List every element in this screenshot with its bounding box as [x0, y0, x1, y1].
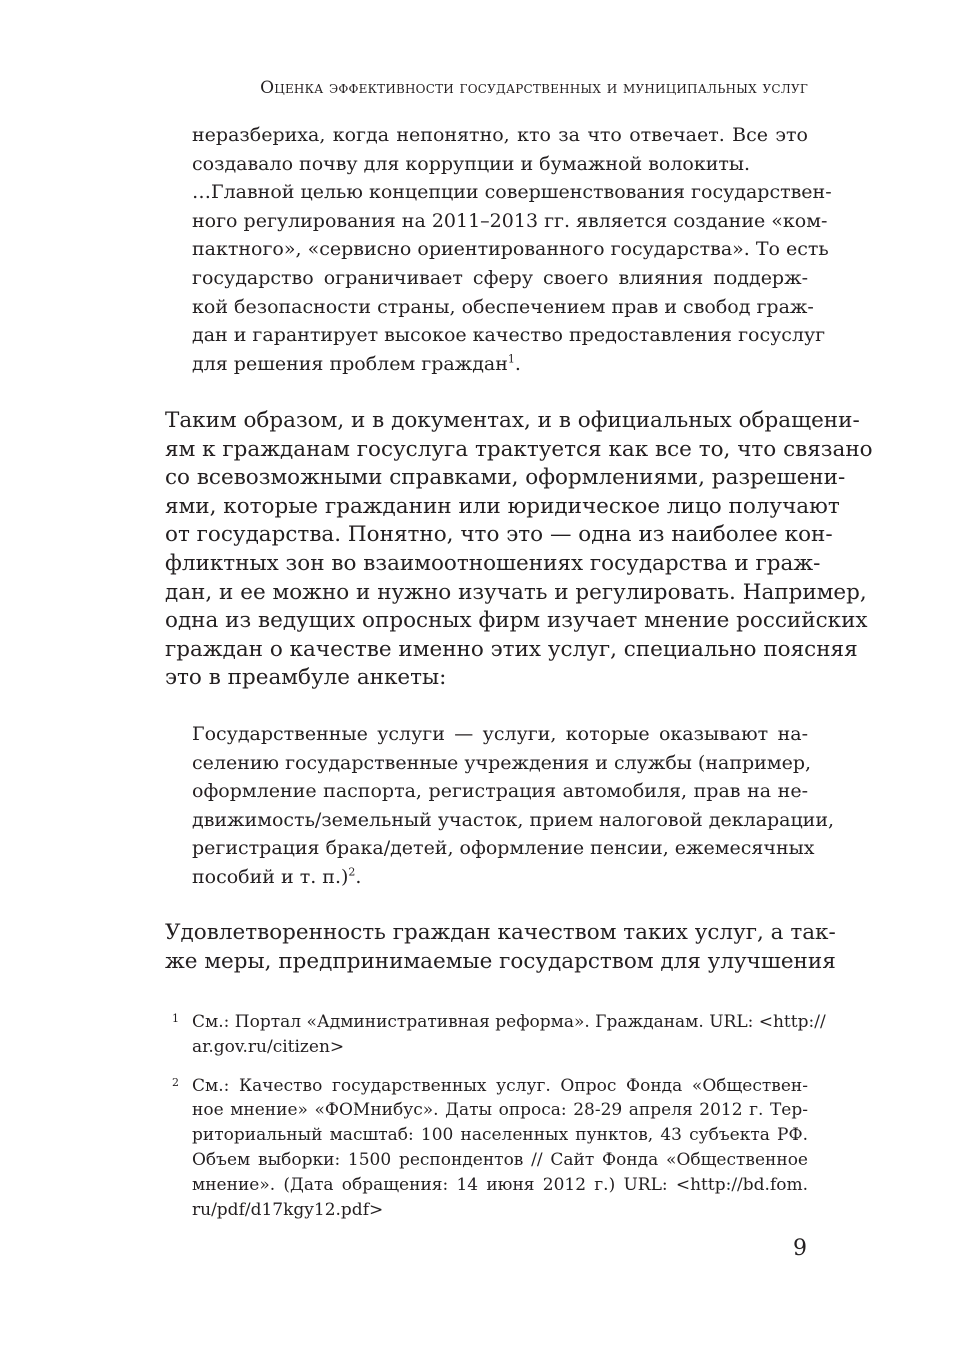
footnote-line: См.: Качество государственных услуг. Опрос Фонда «Обществен- — [192, 1075, 808, 1096]
block-quote-2 — [192, 720, 835, 892]
quote-line-text: для решения проблем граждан — [192, 352, 508, 375]
paragraph-line: одна из ведущих опросных фирм изучает мнение российских — [165, 608, 868, 634]
quote-line: движимость/земельный участок, прием налоговой декларации, — [192, 808, 835, 831]
footnote-line: ru/pdf/d17kgy12.pdf> — [192, 1199, 384, 1220]
paragraph-line: Таким образом, и в документах, и в официальных обращени- — [165, 408, 860, 433]
quote-line-last — [192, 350, 808, 379]
footnote-line: Объем выборки: 1500 респондентов // Сайт Фонда «Общественное — [192, 1149, 808, 1170]
paragraph-line: дан, и ее можно и нужно изучать и регулировать. Например, — [165, 579, 867, 605]
footnote-line: См.: Портал «Административная реформа». Гражданам. URL: <http:// — [192, 1012, 826, 1032]
footnote-number: 2 — [172, 1075, 179, 1089]
footnote-1 — [172, 1010, 826, 1060]
paragraph-2 — [165, 919, 836, 976]
paragraph-line: ям к гражданам госуслуга трактуется как все то, что связано — [165, 436, 873, 462]
footnote-line: мнение». (Дата обращения: 14 июня 2012 г.) URL: <http://bd.fom. — [192, 1174, 808, 1195]
quote-line: создавало почву для коррупции и бумажной волокиты. — [192, 152, 751, 175]
footnote-ref-1[interactable]: 1 — [507, 352, 515, 366]
quote-line: селению государственные учреждения и службы (например, — [192, 751, 812, 774]
footnotes — [172, 1010, 826, 1236]
block-quote-1 — [192, 121, 832, 378]
quote-line: регистрация брака/детей, оформление пенсии, ежемесячных — [192, 837, 815, 860]
running-head: Оценка эффективности государственных и муниципальных услуг — [260, 78, 808, 98]
quote-line: кой безопасности страны, обеспечением прав и свобод граж- — [192, 295, 814, 318]
footnote-line: ar.gov.ru/citizen> — [192, 1036, 345, 1057]
paragraph-line: Удовлетворенность граждан качеством таких услуг, а так- — [165, 920, 836, 945]
paragraph-line: ями, которые гражданин или юридическое лицо получают — [165, 493, 840, 519]
page-number: 9 — [793, 1236, 807, 1261]
quote-line: Государственные услуги — услуги, которые оказывают на- — [192, 723, 808, 745]
footnote-line: ное мнение» «ФОМнибус». Даты опроса: 28-29 апреля 2012 г. Тер- — [192, 1100, 808, 1121]
quote-line: дан и гарантирует высокое качество предоставления госуслуг — [192, 324, 826, 347]
paragraph-line: же меры, предпринимаемые государством для улучшения — [165, 948, 836, 974]
quote-line-text: пособий и т. п.) — [192, 865, 349, 888]
paragraph-line: со всевозможными справками, оформлениями, разрешени- — [165, 465, 846, 491]
paragraph-1 — [165, 407, 873, 693]
quote-line: неразбериха, когда непонятно, кто за что отвечает. Все это — [192, 124, 808, 146]
paragraph-line: граждан о качестве именно этих услуг, специально поясняя — [165, 636, 858, 662]
paragraph-line: фликтных зон во взаимоотношениях государства и граж- — [165, 550, 821, 576]
footnote-number: 1 — [172, 1012, 179, 1025]
footnote-2 — [172, 1074, 808, 1223]
quote-line-last — [192, 863, 808, 892]
footnote-ref-2[interactable]: 2 — [348, 865, 356, 879]
quote-line: …Главной целью концепции совершенствования государствен- — [192, 181, 832, 204]
quote-line: пактного», «сервисно ориентированного государства». То есть — [192, 238, 829, 261]
quote-end-punct: . — [355, 865, 362, 888]
quote-line: оформление паспорта, регистрация автомобиля, прав на не- — [192, 780, 808, 803]
quote-end-punct: . — [514, 352, 521, 375]
paragraph-line: это в преамбуле анкеты: — [165, 665, 447, 691]
quote-line: государство ограничивает сферу своего влияния поддерж- — [192, 266, 808, 289]
quote-line: ного регулирования на 2011–2013 гг. является создание «ком- — [192, 209, 828, 232]
paragraph-line: от государства. Понятно, что это — одна из наиболее кон- — [165, 522, 833, 548]
footnote-line: риториальный масштаб: 100 населенных пунктов, 43 субъекта РФ. — [192, 1125, 808, 1146]
